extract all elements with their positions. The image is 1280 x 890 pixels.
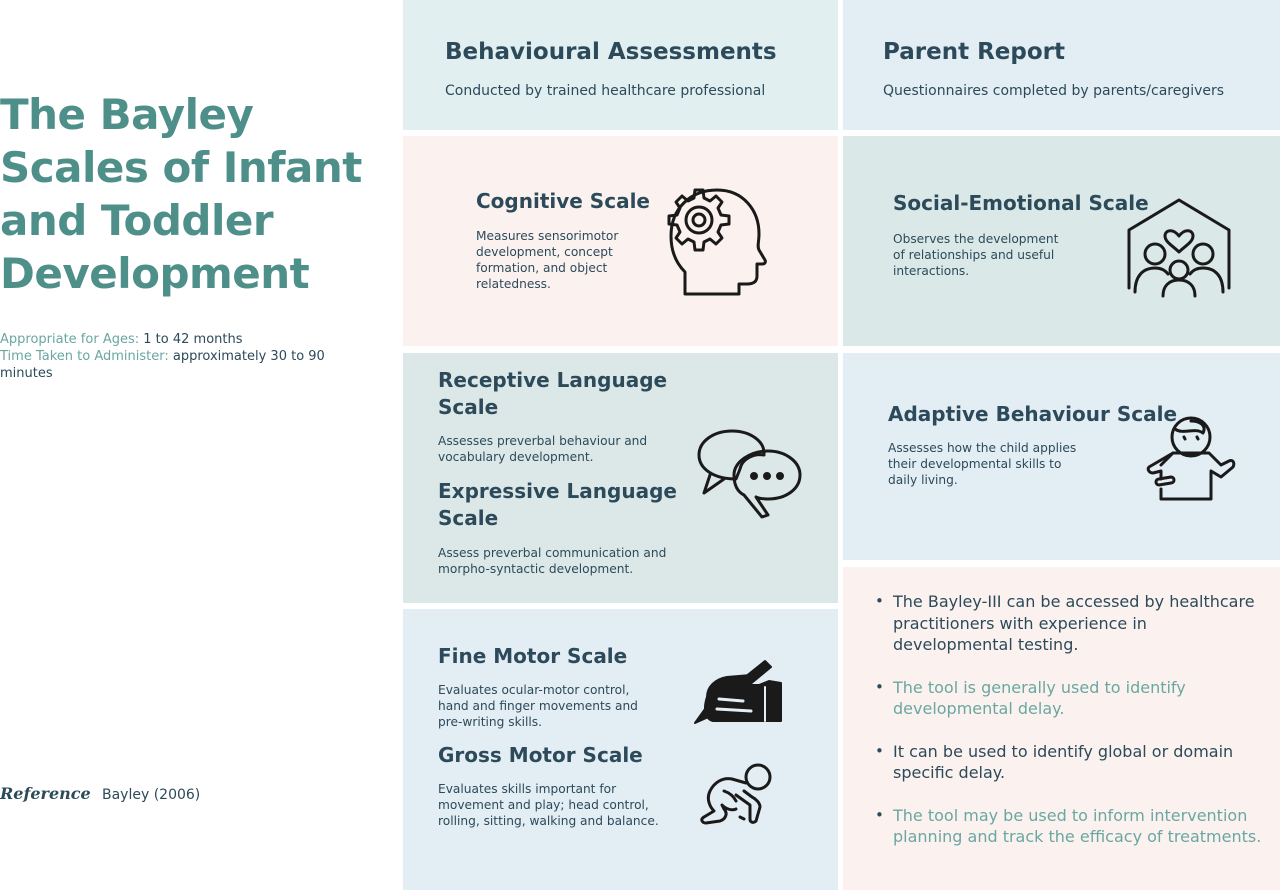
parent-subtitle: Questionnaires completed by parents/caregivers <box>883 83 1225 99</box>
behavioural-panel <box>403 0 838 130</box>
motor-panel <box>403 609 838 890</box>
fine-motor-desc: Evaluates ocular-motor control, hand and finger movements and pre-writing skills. <box>438 683 638 729</box>
language-panel <box>403 353 838 603</box>
behavioural-subtitle: Conducted by trained healthcare professional <box>445 83 766 99</box>
writing-hand-icon <box>693 657 785 725</box>
child-icon <box>1145 415 1237 503</box>
family-house-icon <box>1125 196 1233 300</box>
speech-bubbles-icon <box>696 429 802 519</box>
crawling-baby-icon <box>700 761 776 827</box>
receptive-title: Receptive Language Scale <box>438 368 668 419</box>
parent-title: Parent Report <box>883 39 1065 65</box>
note-item: • The tool may be used to inform intervention planning and track the efficacy of treatments. <box>875 805 1270 848</box>
note-item: • The tool is generally used to identify developmental delay. <box>875 677 1270 720</box>
reference-label: Reference <box>0 784 91 803</box>
cognitive-desc: Measures sensorimotor development, concept formation, and object relatedness. <box>476 229 619 291</box>
expressive-desc: Assess preverbal communication and morpho-syntactic development. <box>438 546 667 576</box>
cognitive-title: Cognitive Scale <box>476 189 650 213</box>
adaptive-panel <box>843 353 1280 560</box>
receptive-desc: Assesses preverbal behaviour and vocabulary development. <box>438 434 648 464</box>
social-desc: Observes the development of relationships and useful interactions. <box>893 232 1059 278</box>
cognitive-panel <box>403 136 838 346</box>
parent-panel <box>843 0 1280 130</box>
page-title: The Bayley Scales of Infant and Toddler Development <box>0 90 362 298</box>
reference-value: Bayley (2006) <box>102 787 201 803</box>
behavioural-title: Behavioural Assessments <box>445 39 777 65</box>
ages-label: Appropriate for Ages: <box>0 332 140 347</box>
note-item: • It can be used to identify global or domain specific delay. <box>875 741 1270 784</box>
ages-value: 1 to 42 months <box>143 332 243 347</box>
social-panel <box>843 136 1280 346</box>
fine-motor-title: Fine Motor Scale <box>438 644 628 668</box>
ages-line <box>0 331 330 348</box>
gross-motor-desc: Evaluates skills important for movement and play; head control, rolling, sitting, walking and balance. <box>438 782 659 828</box>
reference <box>0 784 330 803</box>
notes-list <box>875 591 1270 869</box>
adaptive-desc: Assesses how the child applies their developmental skills to daily living. <box>888 441 1077 487</box>
expressive-title: Expressive Language Scale <box>438 479 677 530</box>
adaptive-title: Adaptive Behaviour Scale <box>888 402 1178 426</box>
note-item: • The Bayley-III can be accessed by healthcare practitioners with experience in developmental testing. <box>875 591 1270 656</box>
social-title: Social-Emotional Scale <box>893 191 1149 215</box>
time-line <box>0 348 330 382</box>
meta-info <box>0 331 330 382</box>
head-gear-icon <box>661 184 767 298</box>
gross-motor-title: Gross Motor Scale <box>438 743 643 767</box>
notes-panel <box>843 567 1280 890</box>
time-label: Time Taken to Administer: <box>0 349 169 364</box>
time-value: approximately 30 to 90 minutes <box>0 349 325 381</box>
